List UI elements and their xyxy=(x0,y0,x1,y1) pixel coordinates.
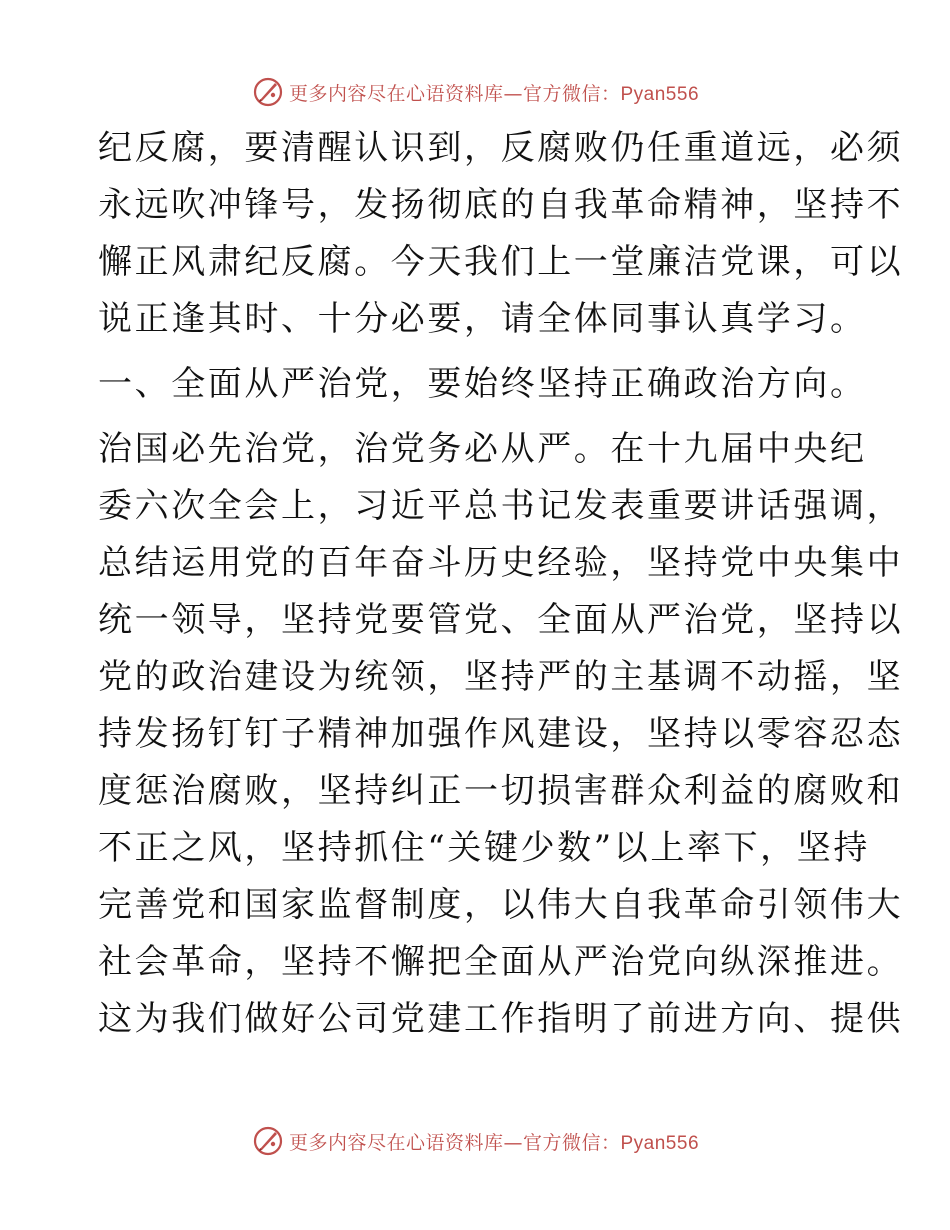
header-text: 更多内容尽在心语资料库—官方微信：Pyan556 xyxy=(288,82,700,105)
document-body xyxy=(98,120,904,1048)
header-contact-handle: Pyan556 xyxy=(620,83,700,105)
text-line: 度惩治腐败，坚持纠正一切损害群众利益的腐败和 xyxy=(98,771,904,811)
text-line: 统一领导，坚持党要管党、全面从严治党，坚持以 xyxy=(98,600,904,640)
paragraph-2 xyxy=(98,421,904,1048)
text-line: 完善党和国家监督制度，以伟大自我革命引领伟大 xyxy=(98,885,904,925)
text-line: 懈正风肃纪反腐。今天我们上一堂廉洁党课，可以 xyxy=(98,242,904,282)
text-line: 不正之风，坚持抓住“关键少数”以上率下，坚持 xyxy=(98,828,870,868)
quill-circle-icon xyxy=(251,75,285,109)
text-line: 治国必先治党，治党务必从严。在十九届中央纪 xyxy=(98,429,867,469)
text-line: 委六次全会上，习近平总书记发表重要讲话强调， xyxy=(98,486,904,526)
text-line: 社会革命，坚持不懈把全面从严治党向纵深推进。 xyxy=(98,942,904,982)
text-line: 纪反腐，要清醒认识到，反腐败仍任重道远，必须 xyxy=(98,128,904,168)
text-line: 党的政治建设为统领，坚持严的主基调不动摇，坚 xyxy=(98,657,904,697)
header-banner xyxy=(0,72,950,112)
text-line: 这为我们做好公司党建工作指明了前进方向、提供 xyxy=(98,999,904,1039)
footer-contact-handle: Pyan556 xyxy=(620,1132,700,1154)
text-line: 永远吹冲锋号，发扬彻底的自我革命精神，坚持不 xyxy=(98,185,904,225)
text-line: 总结运用党的百年奋斗历史经验，坚持党中央集中 xyxy=(98,543,904,583)
section-heading: 一、全面从严治党，要始终坚持正确政治方向。 xyxy=(98,364,867,404)
text-line: 持发扬钉钉子精神加强作风建设，坚持以零容忍态 xyxy=(98,714,904,754)
quill-circle-icon xyxy=(251,1124,285,1158)
text-line: 说正逢其时、十分必要，请全体同事认真学习。 xyxy=(98,299,867,339)
footer-text: 更多内容尽在心语资料库—官方微信：Pyan556 xyxy=(288,1131,700,1154)
footer-banner xyxy=(0,1121,950,1161)
paragraph-1 xyxy=(98,120,904,348)
